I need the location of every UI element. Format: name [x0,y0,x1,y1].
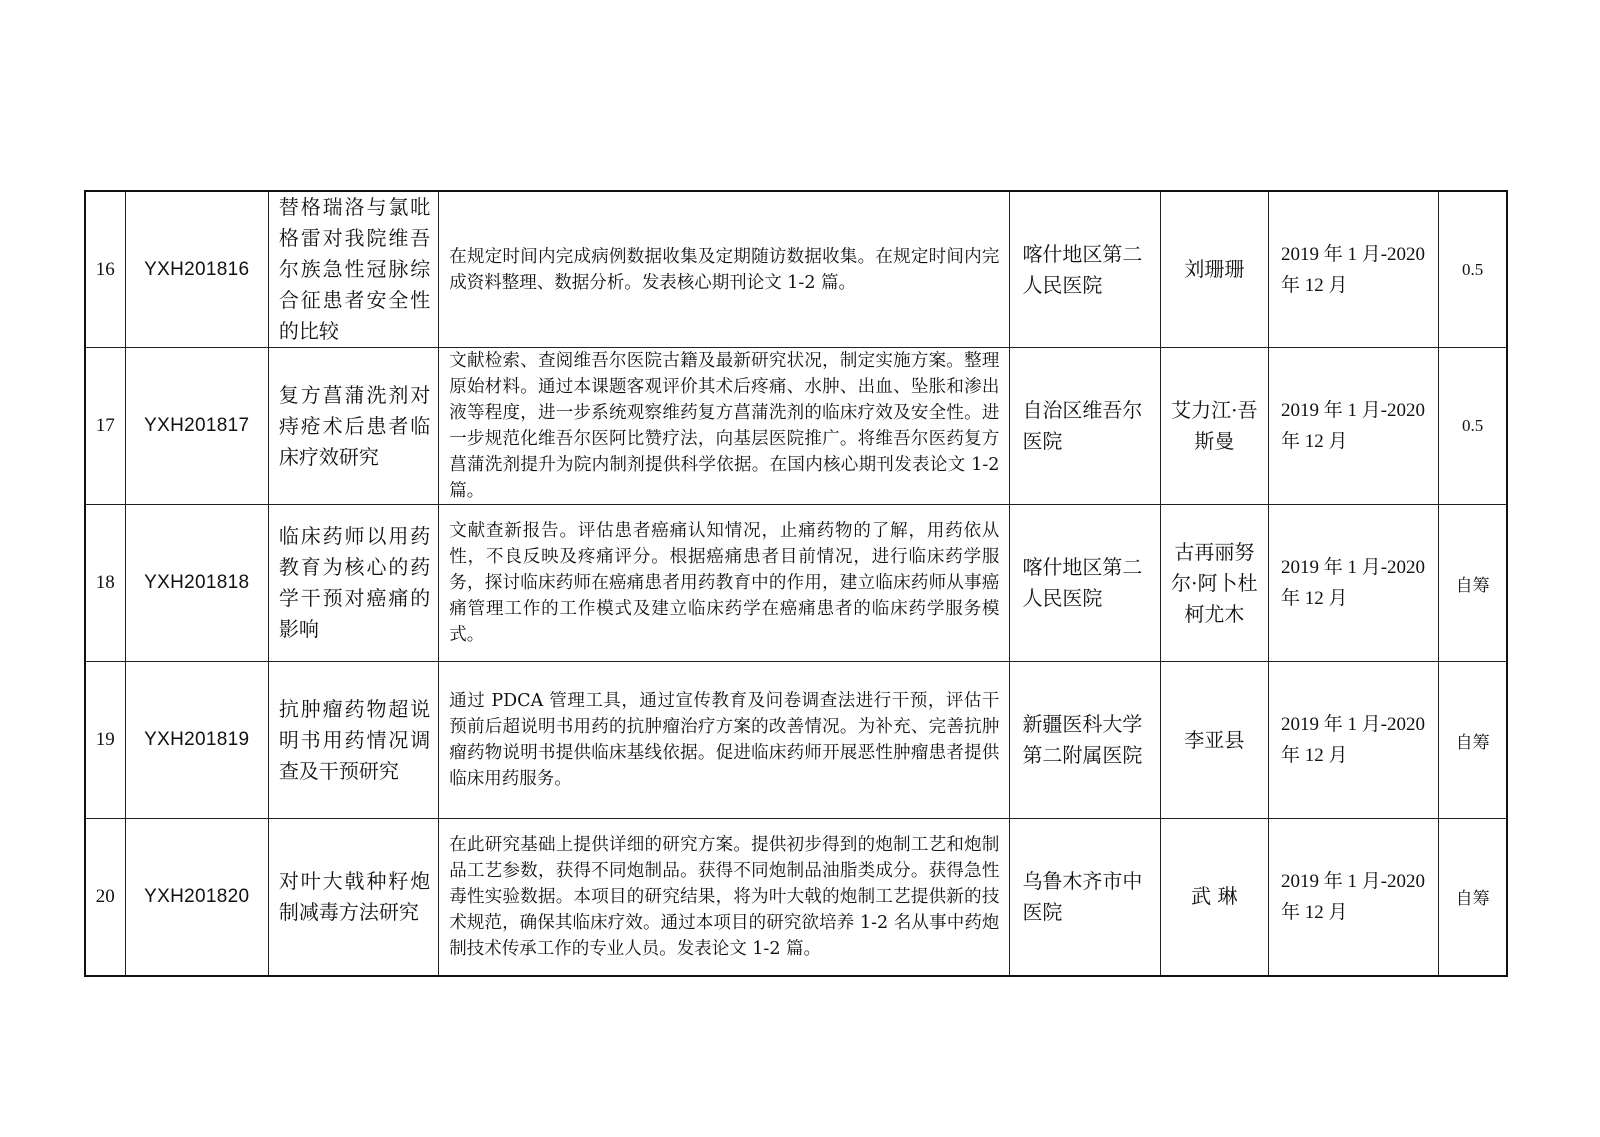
project-code: YXH201817 [125,348,268,505]
project-period: 2019 年 1 月-2020 年 12 月 [1268,505,1438,662]
project-code: YXH201818 [125,505,268,662]
table-row [85,662,1507,819]
project-period: 2019 年 1 月-2020 年 12 月 [1268,348,1438,505]
project-period: 2019 年 1 月-2020 年 12 月 [1268,662,1438,819]
project-funding: 自筹 [1439,505,1507,662]
project-funding: 0.5 [1439,348,1507,505]
project-title: 抗肿瘤药物超说明书用药情况调查及干预研究 [268,662,438,819]
project-title: 复方菖蒲洗剂对痔疮术后患者临床疗效研究 [268,348,438,505]
project-organization: 自治区维吾尔医院 [1010,348,1160,505]
table-row [85,819,1507,976]
project-leader: 艾力江·吾斯曼 [1160,348,1268,505]
project-code: YXH201819 [125,662,268,819]
project-leader: 古再丽努尔·阿卜杜柯尤木 [1160,505,1268,662]
project-organization: 乌鲁木齐市中医院 [1010,819,1160,976]
project-organization: 喀什地区第二人民医院 [1010,191,1160,348]
project-content: 文献查新报告。评估患者癌痛认知情况，止痛药物的了解，用药依从性，不良反映及疼痛评分。根据癌痛患者目前情况，进行临床药学服务，探讨临床药师在癌痛患者用药教育中的作用，建立临床药师从事癌痛管理工作的工作模式及建立临床药学在癌痛患者的临床药学服务模式。 [439,505,1010,662]
project-organization: 新疆医科大学第二附属医院 [1010,662,1160,819]
project-funding: 自筹 [1439,819,1507,976]
project-code: YXH201816 [125,191,268,348]
row-number: 18 [85,505,125,662]
project-funding: 自筹 [1439,662,1507,819]
row-number: 16 [85,191,125,348]
project-code: YXH201820 [125,819,268,976]
row-number: 19 [85,662,125,819]
project-title: 对叶大戟种籽炮制减毒方法研究 [268,819,438,976]
project-leader: 武 琳 [1160,819,1268,976]
project-content: 在此研究基础上提供详细的研究方案。提供初步得到的炮制工艺和炮制品工艺参数，获得不同炮制品。获得不同炮制品油脂类成分。获得急性毒性实验数据。本项目的研究结果，将为叶大戟的炮制工艺提供新的技术规范，确保其临床疗效。通过本项目的研究欲培养 1-2 名从事中药炮制技术传承工作的专业人员。发表论文 1-2 篇。 [439,819,1010,976]
project-title: 替格瑞洛与氯吡格雷对我院维吾尔族急性冠脉综合征患者安全性的比较 [268,191,438,348]
project-content: 通过 PDCA 管理工具，通过宣传教育及问卷调查法进行干预，评估干预前后超说明书用药的抗肿瘤治疗方案的改善情况。为补充、完善抗肿瘤药物说明书提供临床基线依据。促进临床药师开展恶性肿瘤患者提供临床用药服务。 [439,662,1010,819]
project-funding: 0.5 [1439,191,1507,348]
row-number: 20 [85,819,125,976]
project-period: 2019 年 1 月-2020 年 12 月 [1268,819,1438,976]
table-row [85,191,1507,348]
row-number: 17 [85,348,125,505]
project-leader: 李亚县 [1160,662,1268,819]
project-content: 在规定时间内完成病例数据收集及定期随访数据收集。在规定时间内完成资料整理、数据分析。发表核心期刊论文 1-2 篇。 [439,191,1010,348]
project-title: 临床药师以用药教育为核心的药学干预对癌痛的影响 [268,505,438,662]
table-row [85,348,1507,505]
project-content: 文献检索、查阅维吾尔医院古籍及最新研究状况，制定实施方案。整理原始材料。通过本课题客观评价其术后疼痛、水肿、出血、坠胀和渗出液等程度，进一步系统观察维药复方菖蒲洗剂的临床疗效及安全性。进一步规范化维吾尔医阿比赞疗法，向基层医院推广。将维吾尔医药复方菖蒲洗剂提升为院内制剂提供科学依据。在国内核心期刊发表论文 1-2 篇。 [439,348,1010,505]
project-period: 2019 年 1 月-2020 年 12 月 [1268,191,1438,348]
project-table [84,190,1508,977]
project-leader: 刘珊珊 [1160,191,1268,348]
project-organization: 喀什地区第二人民医院 [1010,505,1160,662]
table-row [85,505,1507,662]
